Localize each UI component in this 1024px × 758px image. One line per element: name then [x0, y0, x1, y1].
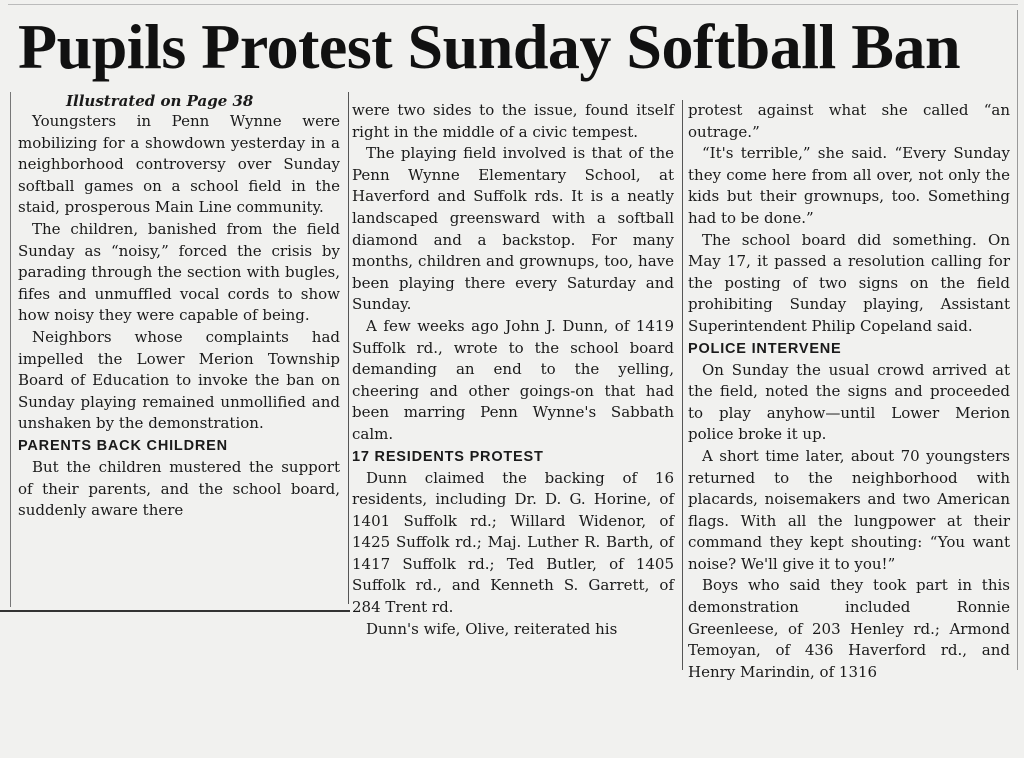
- subheading: PARENTS BACK CHILDREN: [18, 437, 228, 454]
- paragraph: protest against what she called “an outrage.”: [688, 101, 1010, 141]
- paragraph: Neighbors whose complaints had impelled the Lower Merion Township Board of Education to invoke the ban on Sunday playing remained unmollified and unshaken by the demonstration.: [18, 327, 340, 433]
- article-column-1: [18, 92, 349, 604]
- headline: Pupils Protest Sunday Softball Ban: [18, 11, 961, 82]
- paragraph: A short time later, about 70 youngsters returned to the neighborhood with placards, noisemakers and two American flags. With all the lungpower at their command they kept shouting: “You want noise? We'll give it to you!”: [688, 446, 1010, 573]
- article-column-3: [688, 100, 1010, 683]
- paragraph: Youngsters in Penn Wynne were mobilizing for a showdown yesterday in a neighborhood controversy over Sunday softball games on a school field in the staid, prosperous Main Line community.: [18, 112, 340, 217]
- top-border: [8, 4, 1018, 5]
- paragraph: But the children mustered the support of their parents, and the school board, suddenly aware there: [18, 457, 340, 520]
- subheading: 17 RESIDENTS PROTEST: [352, 448, 544, 465]
- paragraph: The school board did something. On May 17, it passed a resolution calling for the posting of two signs on the field prohibiting Sunday playing, Assistant Superintendent Philip Copeland said.: [688, 230, 1010, 335]
- paragraph: Dunn claimed the backing of 16 residents, including Dr. D. G. Horine, of 1401 Suffolk rd.; Willard Widenor, of 1425 Suffolk rd.; Maj. Luther R. Barth, of 1417 Suffolk rd.; Ted Butler, of 1405 Suffolk rd., and Kenneth S. Garrett, of 284 Trent rd.: [352, 468, 674, 617]
- illustrated-note: Illustrated on Page 38: [66, 92, 254, 110]
- article-column-2: [352, 100, 683, 670]
- paragraph: “It's terrible,” she said. “Every Sunday they come here from all over, not only the kids but their grownups, too. Something had to be done.”: [688, 144, 1010, 227]
- right-edge-rule: [1017, 10, 1018, 670]
- paragraph: On Sunday the usual crowd arrived at the field, noted the signs and proceeded to play anyhow—until Lower Merion police broke it up.: [688, 360, 1010, 444]
- paragraph: Boys who said they took part in this demonstration included Ronnie Greenleese, of 203 Henley rd.; Armond Temoyan, of 436 Haverford rd., and Henry Marindin, of 1316: [688, 576, 1010, 681]
- subheading: POLICE INTERVENE: [688, 340, 842, 357]
- paragraph: Dunn's wife, Olive, reiterated his: [366, 619, 618, 638]
- paragraph: A few weeks ago John J. Dunn, of 1419 Suffolk rd., wrote to the school board demanding an end to the yelling, cheering and other goings-on that had been marring Penn Wynne's Sabbath calm.: [352, 316, 674, 443]
- left-column-rule: [10, 92, 11, 607]
- paragraph: The children, banished from the field Sunday as “noisy,” forced the crisis by parading through the section with bugles, fifes and unmuffled vocal cords to show how noisy they were capable of being.: [18, 219, 340, 325]
- bottom-rule: [0, 610, 350, 612]
- paragraph: The playing field involved is that of the Penn Wynne Elementary School, at Haverford and Suffolk rds. It is a neatly landscaped greensward with a softball diamond and a backstop. For many months, children and grownups, too, have been playing there every Saturday and Sunday.: [352, 144, 674, 314]
- paragraph: were two sides to the issue, found itself right in the middle of a civic tempest.: [352, 101, 674, 141]
